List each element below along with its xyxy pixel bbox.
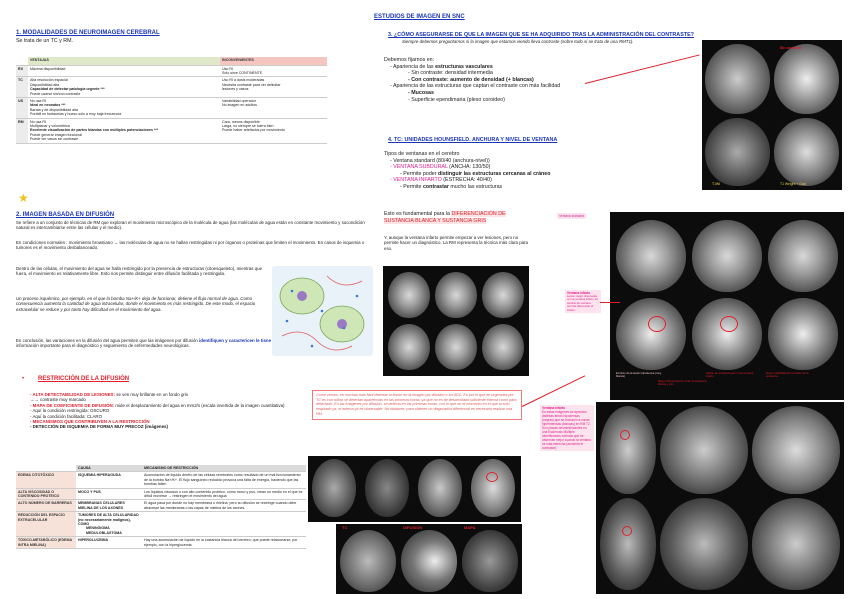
cell-line: Excelente visualización de partes blandas con múltiples potenciaciones ***: [30, 128, 159, 133]
ms-img-5: [660, 498, 748, 590]
cell-line: Multiplanar y volumétrica: [30, 123, 70, 128]
window-types: [384, 151, 634, 191]
connector-line-3: [522, 375, 585, 406]
inconvenientes-cell: [220, 97, 327, 118]
cell-line: Portátil en fontanelas y hueso sólo a muy baja frecuencia: [30, 112, 122, 117]
item-2-label: - MAPA DE COEFICIENTE DE DIFUSIÓN:: [30, 402, 115, 408]
ventana-infarto-badge: [565, 290, 601, 313]
cell-line: No imagen en adultos: [222, 103, 257, 108]
infarto-desc-c: mucho las estructuras: [448, 183, 503, 190]
section-2-p5: [16, 338, 306, 349]
causa-sub: MENINGIOMA: [86, 526, 110, 531]
cell-line: Cara, menos disponible: [222, 119, 260, 124]
section-4-title: 4. TC: UNIDADES HOUNSFIELD. ANCHURA Y NIVEL DE VENTANA: [388, 137, 558, 143]
star-icon: ★: [18, 191, 29, 205]
ms-img-1: [600, 406, 656, 494]
ventajas-cell: [28, 97, 220, 118]
cell-line: Puede usarse sin/con contraste: [30, 91, 81, 96]
causa-cell: [76, 500, 142, 512]
checklist-no-contrast: - Sin contraste: densidad intermedia: [408, 70, 493, 77]
ct-grid-img-4: [388, 324, 430, 370]
ms-img-3: [660, 406, 748, 494]
mapa-image: [462, 530, 518, 592]
causa-text: ISQUEMIA HIPERAGUDA: [78, 473, 121, 478]
inf-window-img-2: [692, 298, 762, 370]
row-label: RX: [16, 65, 28, 77]
std-window-img-2: [692, 220, 762, 292]
col-mecanismo: MECANISMO DE RESTRICCIÓN: [142, 465, 306, 472]
ventajas-cell: [28, 65, 220, 77]
mechanism-label: ALTO NÚMERO DE BARRERAS: [16, 500, 76, 512]
connector-line-2: [600, 302, 620, 303]
mechanism-label: REDUCCIÓN DEL ESPACIO EXTRACELULAR: [16, 512, 76, 537]
p5-highlight: identifiquen y caractericen le tisne: [199, 338, 272, 343]
window-subdural: [384, 164, 634, 171]
col-ventajas: VENTAJAS: [28, 57, 220, 65]
table-corner: [16, 57, 28, 65]
infarct-ring-2: [720, 316, 738, 332]
mechanism-label: ALTA VISCOSIDAD O CONTENIDO PROTEICO: [16, 488, 76, 500]
section-1-title: 1. MODALIDADES DE NEUROIMAGEN CEREBRAL: [16, 30, 160, 36]
section-2-p2: En condiciones normales : movimiento browniano → las moléculas de agua no se hallan restringidas ni por órganos o proteínas que limiten el movimiento. En casos de isquemia o tumores es el movimiento desbalanceado.: [16, 240, 365, 251]
mechanisms-table: [16, 465, 306, 549]
ventajas-cell: [28, 77, 220, 98]
ms-img-6: [752, 498, 840, 590]
right-header: ESTUDIOS DE IMAGEN EN SNC: [374, 14, 465, 20]
mechanism-label: EDEMA CITOTÓXICO: [16, 472, 76, 488]
cell-line: Puede generar imagen funcional: [30, 132, 82, 137]
window-infarto: [384, 177, 634, 184]
ct-grid-img-5: [435, 324, 477, 370]
contrast-label: Sin contraste: [780, 46, 802, 50]
mri-no-contrast: [705, 44, 770, 114]
dwi-image-1: [312, 459, 356, 517]
col-causa: CAUSA: [76, 465, 142, 472]
ct-grid-img-6: [482, 324, 524, 370]
causa-cell: [76, 472, 142, 488]
mri-t1wi: [705, 118, 770, 186]
checklist-ependimaria: - Superficie ependimaria (plexo coroideo): [408, 96, 505, 103]
mechanisms-table-body: [16, 472, 306, 549]
table2-corner: [16, 465, 76, 472]
vascular-text: - Apariencia de las: [390, 63, 436, 70]
causa-cell: [76, 512, 142, 537]
modalities-table-body: [16, 65, 327, 143]
ventana-infarto-2-badge: [540, 405, 594, 451]
causa-text: TUMORES DE ALTA CELULARIDAD (no necesariamente malignos), COMO: [78, 513, 139, 527]
row-label: RM: [16, 118, 28, 143]
mecanismo-cell: [142, 512, 306, 537]
ct-grid-img-1: [388, 272, 430, 318]
inconvenientes-cell: [220, 118, 327, 143]
cell-line: Solo sirve CONTINENTE: [222, 70, 263, 75]
ventana-standard-badge: Ventana standard: [559, 214, 584, 218]
cell-line: Larga, no siempre se tolera bien: [222, 123, 274, 128]
ventana-infarto-title: Ventana infarto: [567, 291, 591, 295]
col-inconvenientes: INCONVENIENTES: [220, 57, 327, 65]
modalities-table-wrap: [16, 57, 327, 144]
table-row: [16, 77, 327, 98]
t1wi-label: T1WI: [712, 182, 721, 186]
table-row: [16, 500, 306, 512]
infarto-values: (ESTRECHA: 40/40): [441, 177, 492, 184]
section-2-p4: Un proceso isquémico, por ejemplo, en el que la bomba Na+/K+ deja de funcionar, detiene el flujo normal de agua. Como consecuencia aumenta la cantidad de agua intracelular, donde el movimiento es más restringido. De este modo, el espacio extracelular se reduce y por tanto hay dificultad en el movimiento del agua.: [16, 296, 256, 312]
difusion-image: [401, 530, 457, 592]
ventana-infarto-note: Y, aunque la ventana infarto permite empezar a ver lesiones, pero no permite hacer un diagnóstico. La RM representa la técnica más clara para eso.: [384, 235, 528, 251]
cell-line: Puede haber artefactos por movimiento: [222, 128, 285, 133]
infarto-desc: [384, 184, 634, 191]
std-window-img-1: [616, 220, 686, 292]
causa-cell: [76, 488, 142, 500]
table-row: [16, 488, 306, 500]
window-intro: Tipos de ventanas en el cerebro: [384, 151, 460, 157]
cell-line: Uso RI: [222, 66, 233, 71]
diffusion-diagram: [272, 266, 373, 356]
causa-text: HIPERGLUCEMIA: [78, 538, 109, 543]
section-3r-title: 3. ¿CÓMO ASEGURARSE DE QUE LA IMAGEN QUE SE HA ADQUIRIDO TRAS LA ADMINISTRACIÓN DEL CONTRASTE?: [388, 32, 694, 38]
causa-sub: MEDULOBLASTOMA: [86, 530, 122, 535]
section-2-title: 2. IMAGEN BASADA EN DIFUSIÓN: [16, 212, 115, 218]
p5-text-c: información importante para el diagnóstico y seguimiento de enfermedades neurológicas.: [16, 343, 190, 349]
restriction-item-5: - MECANISMOS QUE CONTRIBUYEN A LA RESTRICCIÓN: [30, 419, 150, 425]
vascular-bold: estructuras vasculares: [435, 63, 493, 70]
row-label: TC: [16, 77, 28, 98]
section-3-title: RESTRICCIÓN DE LA DIFUSIÓN: [38, 376, 130, 382]
causa-text: MOCO Y PUS: [78, 489, 101, 494]
row-label: US: [16, 97, 28, 118]
table-row: [16, 537, 306, 549]
subdural-label: - VENTANA SUBDURAL: [390, 164, 448, 171]
ms-img-2: [600, 498, 656, 590]
ct-grid-img-2: [435, 272, 477, 318]
ventana-infarto-2-title: Ventana infarto: [542, 406, 566, 410]
mecanismo-cell: Hay una acumulación de líquido en la sustancia blanca del cerebro, que puede relacionarse, por ejemplo, con la hiperglucemia.: [142, 537, 306, 549]
modalities-table: [16, 57, 327, 144]
ct-caption-2: Mayor diferenciación entre la sustancia blanca y gris: [658, 379, 707, 387]
ct-caption-3: Infarto de sustancia gris en la ventana infarto: [706, 371, 754, 379]
cell-line: Máxima disponibilidad: [30, 66, 66, 71]
tc-label: TC: [342, 525, 348, 530]
p5-text-a: En conclusión, las variaciones en la difusión del agua permiten que las imágenes por difusión: [16, 338, 200, 343]
mecanismo-cell: Los líquidos viscosos o con alto contenido proteico, como moco y pus, crean un medio en el que es difícil moverse → restringen el movimiento del agua: [142, 488, 306, 500]
infarto-label: - VENTANA INFARTO: [390, 177, 442, 184]
ct-caption-1: El inicio de la lesión hipodensa (muy blanca): [616, 371, 662, 379]
cell-line: Ideal en neonatos ***: [30, 103, 66, 108]
checklist-with-contrast: - Con contraste: aumento de densidad (+ blancas): [408, 76, 534, 83]
cell-line: Capacidad de detectar patología urgente ***: [30, 87, 105, 92]
table-row: [16, 512, 306, 537]
table-row: [16, 118, 327, 143]
differentiation-text: [384, 211, 530, 224]
difusion-label: DIFUSIÓN: [403, 525, 423, 530]
causa-cell: [76, 537, 142, 549]
infarct-ring-1: [648, 316, 666, 332]
cell-line: Necesita contraste para ver delimitar: [222, 82, 281, 87]
table-row: [16, 97, 327, 118]
section-1-subtitle: Se trata de un TC y RM.: [16, 38, 74, 44]
infarto-desc-a: - Permite: [400, 183, 423, 190]
item-1-label: - ALTA DETECTABILIDAD DE LESIONES:: [30, 392, 116, 397]
cell-line: lesiones y vasos: [222, 87, 249, 92]
ventana-infarto-desc: Lesión mejor observada con la ventana infarto. El cambio de ventana permite diferenciar el infarto.: [567, 294, 598, 312]
t1gad-label: T1 Weight + Gad: [780, 182, 806, 186]
inconvenientes-cell: [220, 77, 327, 98]
diff-highlight: DIFERENCIACIÓN DE SUSTANCIA BLANCA Y SUSTANCIA GRIS: [384, 211, 506, 224]
item-2-text: mide el desplazamiento del agua en mm2/s (escala invertida de la imagen cuantitativa): [114, 402, 285, 408]
table-row: [16, 472, 306, 488]
item-1-text: se ven muy brillante en un fondo gris: [115, 392, 189, 397]
checklist-mucosas: - Mucosas: [408, 89, 434, 96]
window-standard: - Ventana standard (80/40 (anchura-nivel)): [390, 157, 490, 164]
ventana-infarto-2-desc: En estas imágenes se aprecian distintas áreas hipodensas (negras) que se traducen a zonas hiperintensas (blancas) en RM T2. Son placas desmielinizantes en una Esclerosis Múltiple. Identificamos edemas que se observan mejor cuando la ventana es más estrecha (aumenta el contraste).: [542, 410, 591, 450]
mecanismo-cell: Acumulación de líquido dentro de las células cerebrales como resultado de un mal funcionamiento de la bomba Na+/K+. El flujo sanguíneo reducido provoca una falta de energía, haciendo que las bombas fallen: [142, 472, 306, 488]
ms-img-4: [752, 406, 840, 494]
diff-text-a: Esto es fundamental para la: [384, 211, 452, 217]
checklist-item-vascular: [384, 64, 714, 71]
checklist-intro: Debemos fijarnos en:: [384, 57, 435, 63]
subdural-desc-a: - Permite poder: [400, 170, 438, 177]
mechanism-label: TÓXICO-METABÓLICO (EDEMA INTRA MIELINA): [16, 537, 76, 549]
dwi-image-2: [365, 459, 409, 517]
table-row: [16, 65, 327, 77]
note-box: Como vemos, en muchas más fácil detectar la lesión en la imagen por difusión o en ADC. Es por lo que en urgencias por TC es con rutina se detectan apariencias en las primeras horas, ya que no es de desarrollado suficiente edema como para detectarlo. En las imágenes por difusión, se detecta en las primeras horas, con lo que en el momento en el que la solo respirado ya, el edema ya es observable. No obstante, para obtener un diagnóstico diferencial es necesario realizar una RM.: [312, 390, 522, 420]
inf-window-img-3: [768, 298, 838, 370]
bullet-dot: •: [22, 376, 25, 382]
cell-line: Alta resolución espacial: [30, 78, 68, 83]
cell-line: Barata y de disponibilidad alta: [30, 107, 78, 112]
restriction-item-3: - Aquí la condición restringida: OSCURO: [30, 408, 110, 414]
tc-image: [340, 530, 396, 592]
cell-line: Puede ver vasos sin contraste: [30, 137, 79, 142]
dwi-image-3: [418, 459, 462, 517]
std-window-img-3: [768, 220, 838, 292]
causa-text: MEMBRANAS CELULARES MIELINA DE LOS AXONES: [78, 501, 125, 510]
ventajas-cell: [28, 118, 220, 143]
mri-t1-gad: [774, 118, 839, 186]
ct-grid-img-3: [482, 272, 524, 318]
dwi-image-4: [471, 459, 515, 517]
mecanismo-cell: El agua pasa por donde no hay membrana o mielina, pero su difusión se restringe cuando debe atravesar las membranas o las capas de mielina de los axones.: [142, 500, 306, 512]
cell-line: No usa RI: [30, 98, 46, 103]
subdural-desc: [384, 171, 634, 178]
restriction-item-6: - DETECCIÓN DE ISQUEMIA DE FORMA MUY PRECOZ (imágenes): [30, 424, 168, 430]
subdural-values: (ANCHA: 130/50): [447, 164, 491, 171]
lesion-ring: [486, 472, 498, 482]
checklist-item-capture: - Apariencia de las estructuras que captan el contraste con más facilidad: [390, 83, 561, 90]
subdural-desc-b: distinguir las estructuras cercanas al cráneo: [437, 170, 551, 177]
ms-lesion-ring-2: [622, 526, 632, 536]
restriction-list: [30, 392, 320, 430]
ms-lesion-ring-1: [620, 430, 630, 440]
infarto-desc-b: contrastar: [422, 183, 449, 190]
mechanisms-table-wrap: [16, 465, 306, 549]
section-2-p1: Se refiere a un conjunto de técnicas de RM que exploran el movimiento microscópico de la molécula de agua (las moléculas de agua están en constante movimiento y sucondición natural es intercambiarse entre las células y el medio).: [16, 220, 365, 231]
mri-contrast: [774, 44, 839, 114]
ct-caption-4: Mayor visibilidad de la lesión de la sustancia: [766, 371, 809, 379]
cell-line: Uso RI a dosis moderadas: [222, 78, 265, 83]
cell-line: Disponibilidad alta: [30, 82, 60, 87]
section-2-p3: Dentro de las células, el movimiento del agua se halla restringido por la presencia de estructuras (citoesqueleto), mientras que fuera, el movimiento es relativamente libre. Esto nos permite distinguir entre difusión facilitada y restringida.: [16, 266, 263, 277]
inconvenientes-cell: [220, 65, 327, 77]
mapa-label: MAPA: [464, 525, 476, 530]
inf-window-img-1: [616, 298, 686, 370]
section-3r-sub: Siempre debemos preguntarnos si la imagen que estamos viendo lleva contraste (sobre todo si se trata de una RMT1).: [402, 39, 634, 44]
cell-line: No usa RI: [30, 119, 46, 124]
restriction-item-1b: →→ contraste muy marcado: [30, 397, 86, 403]
cell-line: Variabilidad operador: [222, 98, 256, 103]
restriction-item-4: - Aquí la condición facilitada: CLARO: [30, 413, 102, 419]
